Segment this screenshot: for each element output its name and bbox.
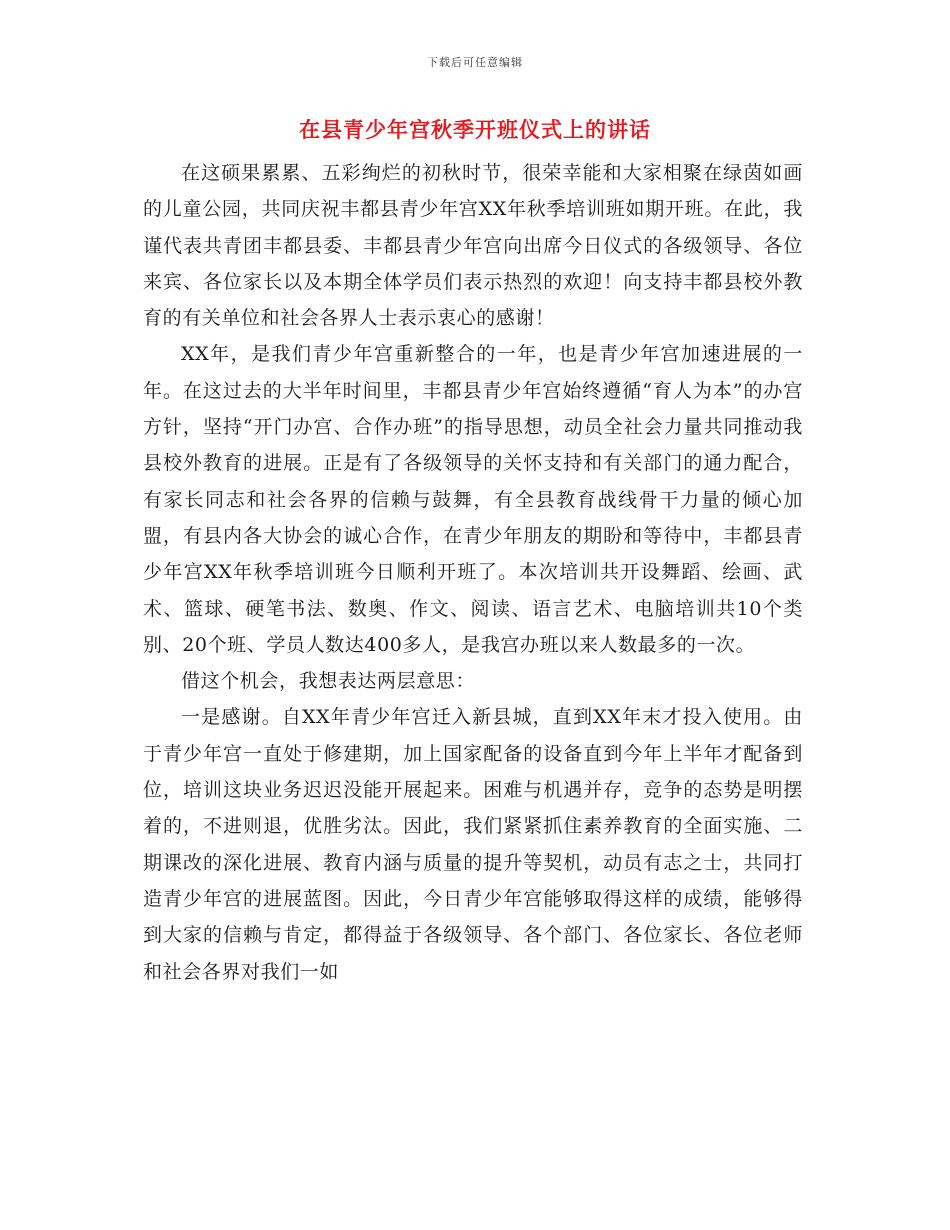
paragraph: 一是感谢。自XX年青少年宫迁入新县城，直到XX年末才投入使用。由于青少年宫一直处于修建期，加上国家配备的设备直到今年上半年才配备到位，培训这块业务迟迟没能开展起来。困难与机遇并存，竞争的态势是明摆着的，不进则退，优胜劣汰。因此，我们紧紧抓住素养教育的全面实施、二期课改的深化进展、教育内涵与质量的提升等契机，动员有志之士，共同打造青少年宫的进展蓝图。因此，今日青少年宫能够取得这样的成绩，能够得到大家的信赖与肯定，都得益于各级领导、各个部门、各位家长、各位老师和社会各界对我们一如 [143,706,803,983]
document-title: 在县青少年宫秋季开班仪式上的讲话 [299,117,651,142]
paragraph: XX年，是我们青少年宫重新整合的一年，也是青少年宫加速进展的一年。在这过去的大半年时间里，丰都县青少年宫始终遵循“育人为本”的办宫方针，坚持“开门办宫、合作办班”的指导思想，动员全社会力量共同推动我县校外教育的进展。正是有了各级领导的关怀支持和有关部门的通力配合，有家长同志和社会各界的信赖与鼓舞，有全县教育战线骨干力量的倾心加盟，有县内各大协会的诚心合作，在青少年朋友的期盼和等待中，丰都县青少年宫XX年秋季培训班今日顺利开班了。本次培训共开设舞蹈、绘画、武术、篮球、硬笔书法、数奥、作文、阅读、语言艺术、电脑培训共10个类别、20个班、学员人数达400多人，是我宫办班以来人数最多的一次。 [143,343,803,656]
header-note: 下载后可任意编辑 [427,56,523,69]
document-body [143,155,803,990]
paragraph: 在这硕果累累、五彩绚烂的初秋时节，很荣幸能和大家相聚在绿茵如画的儿童公园，共同庆祝丰都县青少年宫XX年秋季培训班如期开班。在此，我谨代表共青团丰都县委、丰都县青少年宫向出席今日仪式的各级领导、各位来宾、各位家长以及本期全体学员们表示热烈的欢迎！向支持丰都县校外教育的有关单位和社会各界人士表示衷心的感谢！ [143,162,803,330]
paragraph: 借这个机会，我想表达两层意思： [181,670,476,693]
